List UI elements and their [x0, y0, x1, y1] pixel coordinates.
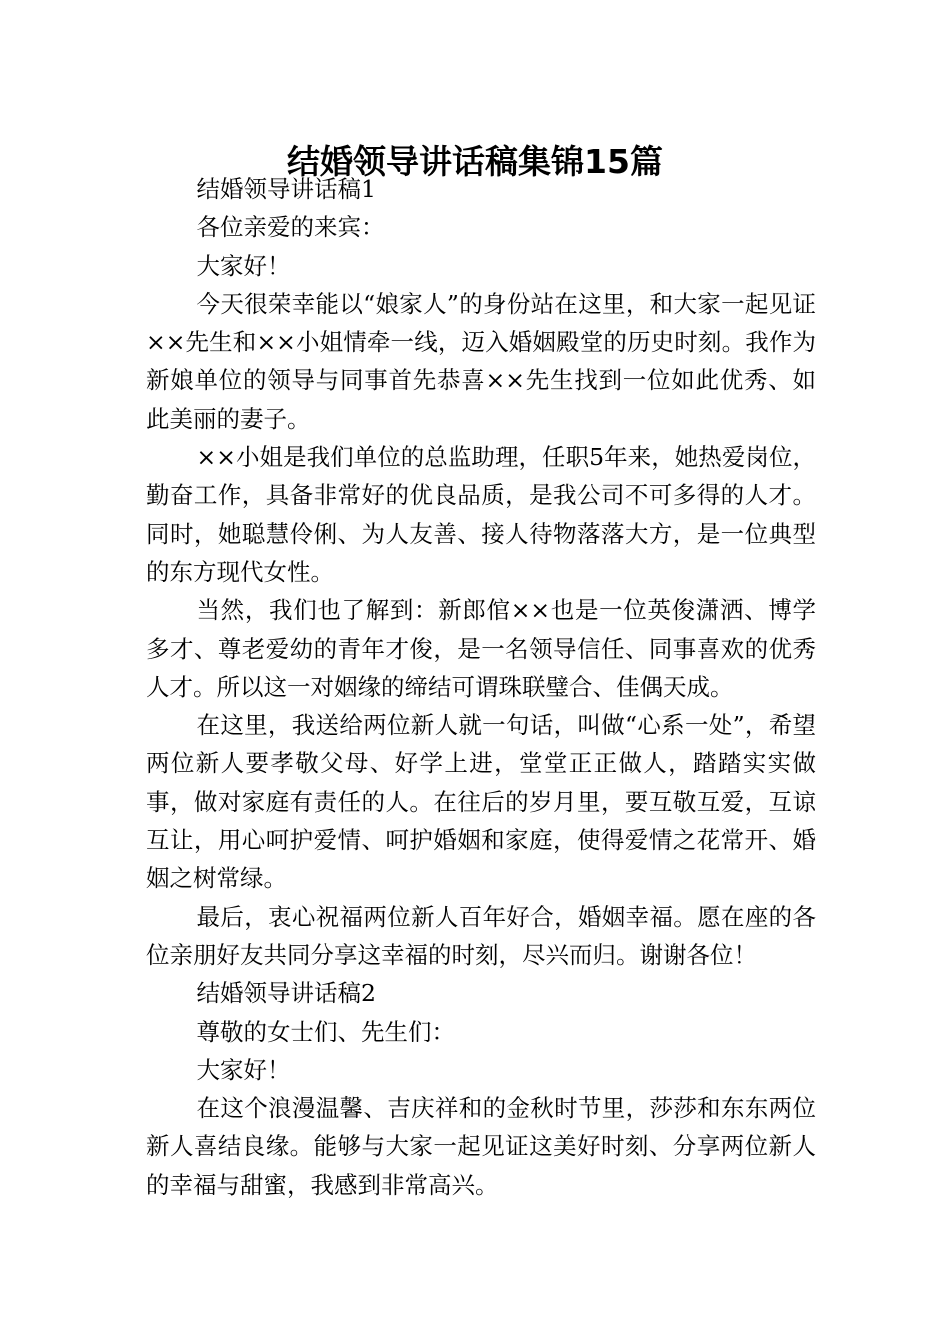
paragraph: 今天很荣幸能以“娘家人”的身份站在这里，和大家一起见证××先生和××小姐情牵一线，迈入婚姻殿堂的历史时刻。我作为新娘单位的领导与同事首先恭喜××先生找到一位如此优秀、如此美丽的妻子。: [146, 289, 816, 433]
salutation-2: 尊敬的女士们、先生们：: [196, 1017, 456, 1046]
paragraph: 在这里，我送给两位新人就一句话，叫做“心系一处”，希望两位新人要孝敬父母、好学上进，堂堂正正做人，踏踏实实做事，做对家庭有责任的人。在往后的岁月里，要互敬互爱，互谅互让，用心呵护爱情、呵护婚姻和家庭，使得爱情之花常开、婚姻之树常绿。: [146, 711, 816, 893]
paragraph: ××小姐是我们单位的总监助理，任职5年来，她热爱岗位，勤奋工作，具备非常好的优良品质，是我公司不可多得的人才。同时，她聪慧伶俐、为人友善、接人待物落落大方，是一位典型的东方现代女性。: [146, 443, 816, 586]
paragraph: 在这个浪漫温馨、吉庆祥和的金秋时节里，莎莎和东东两位新人喜结良缘。能够与大家一起见证这美好时刻、分享两位新人的幸福与甜蜜，我感到非常高兴。: [146, 1094, 816, 1199]
paragraph: 当然，我们也了解到：新郎倌××也是一位英俊潇洒、博学多才、尊老爱幼的青年才俊，是一名领导信任、同事喜欢的优秀人才。所以这一对姻缘的缔结可谓珠联璧合、佳偶天成。: [146, 596, 816, 701]
paragraph: 最后，衷心祝福两位新人百年好合，婚姻幸福。愿在座的各位亲朋好友共同分享这幸福的时刻，尽兴而归。谢谢各位！: [146, 902, 816, 969]
speech-heading-2: 结婚领导讲话稿2: [196, 979, 376, 1008]
salutation-1: 各位亲爱的来宾：: [196, 213, 385, 242]
speech-heading-1: 结婚领导讲话稿1: [196, 175, 376, 203]
document-body: [146, 170, 816, 1204]
document-title: 结婚领导讲话稿集锦15篇: [287, 142, 663, 182]
greeting-2: 大家好！: [196, 1055, 291, 1084]
greeting-1: 大家好！: [196, 251, 291, 280]
